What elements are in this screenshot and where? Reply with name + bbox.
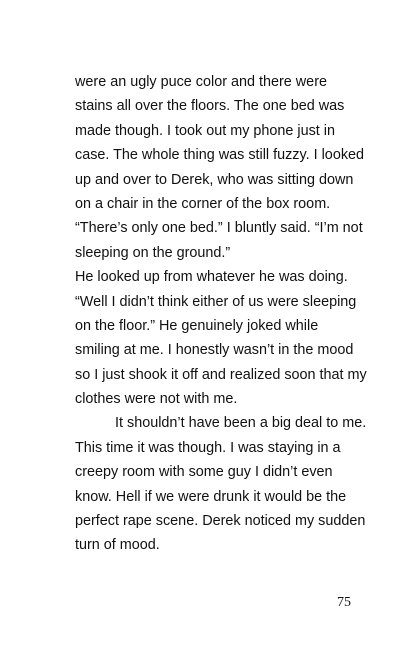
text-line: “Well I didn’t think either of us were sleeping bbox=[75, 293, 357, 310]
text-line: made though. I took out my phone just in bbox=[75, 122, 335, 139]
text-line: on a chair in the corner of the box room. bbox=[75, 195, 331, 212]
text-line: were an ugly puce color and there were bbox=[75, 74, 327, 90]
text-line: perfect rape scene. Derek noticed my sudden bbox=[75, 513, 366, 530]
text-line: smiling at me. I honestly wasn’t in the mood bbox=[75, 342, 354, 359]
text-line: know. Hell if we were drunk it would be the bbox=[75, 488, 347, 505]
text-line: This time it was though. I was staying in a bbox=[75, 439, 341, 456]
text-line: stains all over the floors. The one bed was bbox=[75, 98, 345, 115]
paragraph-first-line: It shouldn’t have been a big deal to me. bbox=[115, 415, 367, 432]
text-line: creepy room with some guy I didn’t even bbox=[75, 464, 333, 481]
page-number: 75 bbox=[337, 595, 351, 610]
text-line: on the floor.” He genuinely joked while bbox=[75, 317, 319, 334]
text-line: up and over to Derek, who was sitting down bbox=[75, 171, 354, 188]
text-line: “There’s only one bed.” I bluntly said. “I’m not bbox=[75, 220, 363, 237]
text-line: clothes were not with me. bbox=[75, 391, 238, 408]
text-line: case. The whole thing was still fuzzy. I looked bbox=[75, 147, 365, 164]
text-line: turn of mood. bbox=[75, 537, 160, 554]
body-text bbox=[75, 70, 375, 558]
text-line: sleeping on the ground.” bbox=[75, 244, 231, 261]
text-line: He looked up from whatever he was doing. bbox=[75, 269, 348, 286]
text-line: so I just shook it off and realized soon that my bbox=[75, 366, 367, 383]
